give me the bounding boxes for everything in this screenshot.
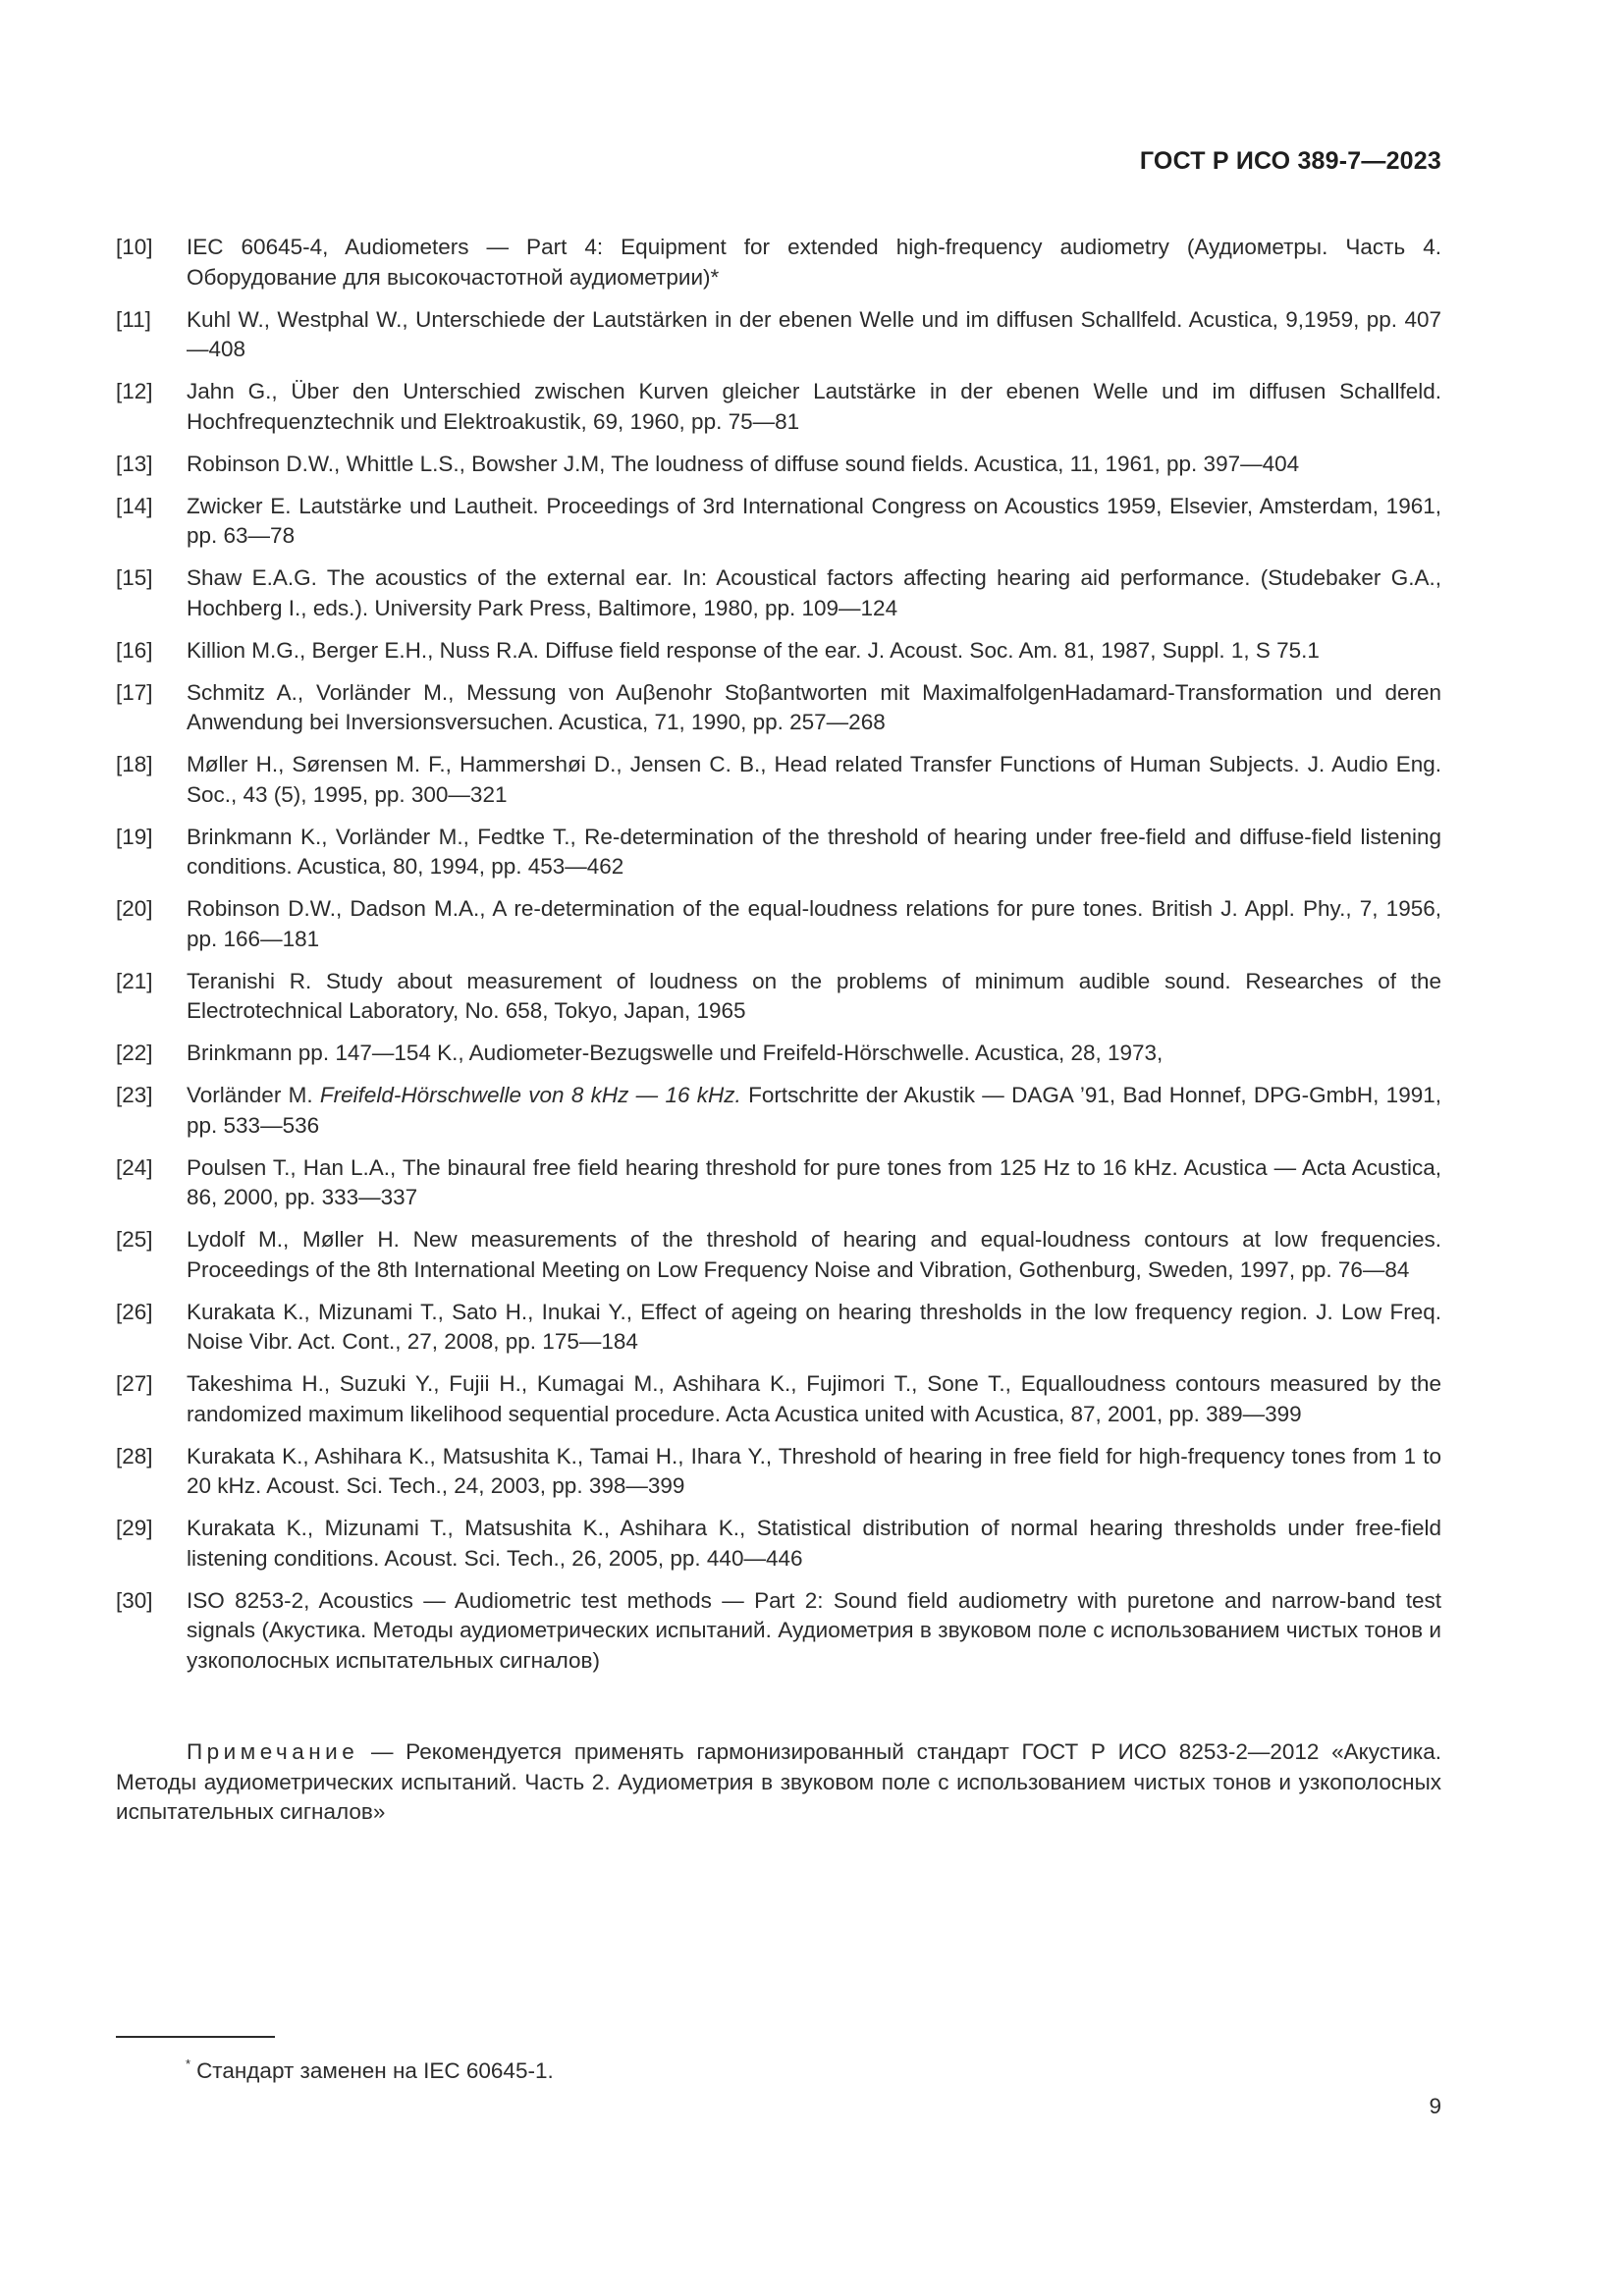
reference-text: Killion M.G., Berger E.H., Nuss R.A. Diffuse field response of the ear. J. Acoust. Soc. Am. 81, 1987, Suppl. 1, S 75.1 (187, 637, 1320, 663)
reference-number: [16] (116, 637, 153, 663)
reference-text: Brinkmann pp. 147—154 K., Audiometer-Bezugswelle und Freifeld-Hörschwelle. Acustica, 28, 1973, (187, 1041, 1164, 1065)
reference-number: [25] (116, 1227, 153, 1252)
note-label: Примечание (187, 1739, 359, 1764)
reference-item (116, 750, 1441, 810)
reference-item (116, 1225, 1441, 1285)
footnote-text: Стандарт заменен на IEC 60645-1. (196, 2058, 554, 2083)
reference-item (116, 305, 1441, 365)
reference-text: Schmitz A., Vorländer M., Messung von Auβenohr Stoβantworten mit MaximalfolgenHadamard-Transformation und deren Anwendung bei Inversionsversuchen. Acustica, 71, 1990, pp. 257—268 (187, 679, 1441, 734)
reference-item (116, 1298, 1441, 1358)
reference-item (116, 636, 1441, 667)
reference-text: Møller H., Sørensen M. F., Hammershøi D., Jensen C. B., Head related Transfer Functions of Human Subjects. J. Audio Eng. Soc., 43 (5), 1995, pp. 300—321 (187, 752, 1441, 807)
reference-item (116, 823, 1441, 882)
reference-text-italic: Freifeld-Hörschwelle von 8 kHz — 16 kHz. (319, 1083, 741, 1107)
reference-number: [26] (116, 1299, 153, 1324)
reference-item (116, 233, 1441, 293)
reference-text: Jahn G., Über den Unterschied zwischen Kurven gleicher Lautstärke in der ebenen Welle und im diffusen Schallfeld. Hochfrequenztechnik und Elektroakustik, 69, 1960, pp. 75—81 (187, 379, 1441, 434)
footnote-marker: * (186, 2056, 191, 2071)
reference-item (116, 967, 1441, 1027)
reference-text: Kurakata K., Mizunami T., Sato H., Inukai Y., Effect of ageing on hearing thresholds in the low frequency region. J. Low Freq. Noise Vibr. Act. Cont., 27, 2008, pp. 175—184 (187, 1299, 1441, 1354)
reference-number: [18] (116, 752, 153, 776)
reference-text: Kuhl W., Westphal W., Unterschiede der Lautstärken in der ebenen Welle und im diffusen Schallfeld. Acustica, 9,1959, pp. 407—408 (187, 306, 1441, 361)
reference-number: [21] (116, 968, 153, 993)
reference-number: [13] (116, 451, 153, 476)
reference-number: [22] (116, 1041, 153, 1065)
note-paragraph (116, 1737, 1441, 1828)
page-number: 9 (1429, 2094, 1441, 2118)
reference-item (116, 1081, 1441, 1141)
reference-item (116, 1442, 1441, 1502)
reference-text: Kurakata K., Mizunami T., Matsushita K., Ashihara K., Statistical distribution of normal hearing thresholds under free-field listening conditions. Acoust. Sci. Tech., 26, 2005, pp. 440—446 (187, 1516, 1441, 1571)
reference-number: [11] (116, 306, 151, 332)
reference-number: [27] (116, 1371, 153, 1396)
reference-text: Teranishi R. Study about measurement of loudness on the problems of minimum audible sound. Researches of the Electrotechnical Laboratory, No. 658, Tokyo, Japan, 1965 (187, 968, 1441, 1023)
reference-item (116, 492, 1441, 552)
reference-number: [12] (116, 379, 153, 403)
reference-text: Robinson D.W., Dadson M.A., A re-determination of the equal-loudness relations for pure tones. British J. Appl. Phy., 7, 1956, pp. 166—181 (187, 896, 1441, 951)
footnote-separator (116, 2036, 275, 2038)
reference-text: Shaw E.A.G. The acoustics of the external ear. In: Acoustical factors affecting hearing aid performance. (Studebaker G.A., Hochberg I., eds.). University Park Press, Baltimore, 1980, pp. 109—124 (187, 565, 1441, 620)
reference-item (116, 678, 1441, 738)
reference-text: Robinson D.W., Whittle L.S., Bowsher J.M, The loudness of diffuse sound fields. Acustica, 11, 1961, pp. 397—404 (187, 451, 1300, 476)
reference-number: [28] (116, 1443, 153, 1468)
footnote (186, 2050, 554, 2086)
reference-text: Kurakata K., Ashihara K., Matsushita K., Tamai H., Ihara Y., Threshold of hearing in free field for high-frequency tones from 1 to 20 kHz. Acoust. Sci. Tech., 24, 2003, pp. 398—399 (187, 1443, 1441, 1498)
reference-text (187, 1081, 1441, 1141)
reference-number: [10] (116, 235, 153, 259)
reference-text-after: Fortschritte der Akustik — DAGA ’91, Bad Honnef, DPG-GmbH, 1991, pp. 533—536 (187, 1083, 1441, 1138)
reference-item (116, 563, 1441, 623)
reference-item (116, 1586, 1441, 1677)
reference-text: Poulsen T., Han L.A., The binaural free field hearing threshold for pure tones from 125 Hz to 16 kHz. Acustica — Acta Acustica, 86, 2000, pp. 333—337 (187, 1154, 1441, 1209)
reference-number: [24] (116, 1154, 153, 1180)
reference-number: [20] (116, 896, 153, 921)
reference-number: [23] (116, 1083, 153, 1107)
reference-text: Takeshima H., Suzuki Y., Fujii H., Kumagai M., Ashihara K., Fujimori T., Sone T., Equalloudness contours measured by the randomized maximum likelihood sequential procedure. Acta Acustica united with Acustica, 87, 2001, pp. 389—399 (187, 1371, 1441, 1426)
reference-number: [19] (116, 824, 153, 849)
reference-number: [17] (116, 679, 153, 705)
reference-number: [29] (116, 1516, 153, 1540)
reference-text: IEC 60645-4, Audiometers — Part 4: Equipment for extended high-frequency audiometry (Аудиометры. Часть 4. Оборудование для высокочастотной аудиометрии)* (187, 235, 1441, 290)
standard-id-header: ГОСТ Р ИСО 389-7—2023 (1139, 147, 1441, 175)
reference-text: Brinkmann K., Vorländer M., Fedtke T., Re-determination of the threshold of hearing under free-field and diffuse-field listening conditions. Acustica, 80, 1994, pp. 453—462 (187, 824, 1441, 879)
note-text: — Рекомендуется применять гармонизированный стандарт ГОСТ Р ИСО 8253-2—2012 «Акустика. Методы аудиометрических испытаний. Часть 2. Аудиометрия в звуковом поле с использованием чистых тонов и узкополосных испытательных сигналов» (116, 1739, 1441, 1824)
reference-item (116, 1369, 1441, 1429)
reference-number: [30] (116, 1587, 153, 1613)
reference-item (116, 1514, 1441, 1574)
reference-item (116, 1039, 1441, 1069)
reference-number: [15] (116, 565, 153, 590)
reference-text: ISO 8253-2, Acoustics — Audiometric test methods — Part 2: Sound field audiometry with puretone and narrow-band test signals (Акустика. Методы аудиометрических испытаний. Аудиометрия в звуковом поле с использованием чистых тонов и узкополосных испытательных сигналов) (187, 1587, 1441, 1673)
reference-text-before: Vorländer M. (187, 1083, 320, 1107)
reference-item (116, 894, 1441, 954)
bibliography-list (116, 233, 1441, 1688)
reference-text: Lydolf M., Møller H. New measurements of the threshold of hearing and equal-loudness contours at low frequencies. Proceedings of the 8th International Meeting on Low Frequency Noise and Vibration, Gothenburg, Sweden, 1997, pp. 76—84 (187, 1227, 1441, 1282)
reference-text: Zwicker E. Lautstärke und Lautheit. Proceedings of 3rd International Congress on Acoustics 1959, Elsevier, Amsterdam, 1961, pp. 63—78 (187, 493, 1441, 548)
reference-item (116, 1153, 1441, 1213)
reference-item (116, 450, 1441, 480)
reference-item (116, 377, 1441, 437)
reference-number: [14] (116, 493, 153, 518)
